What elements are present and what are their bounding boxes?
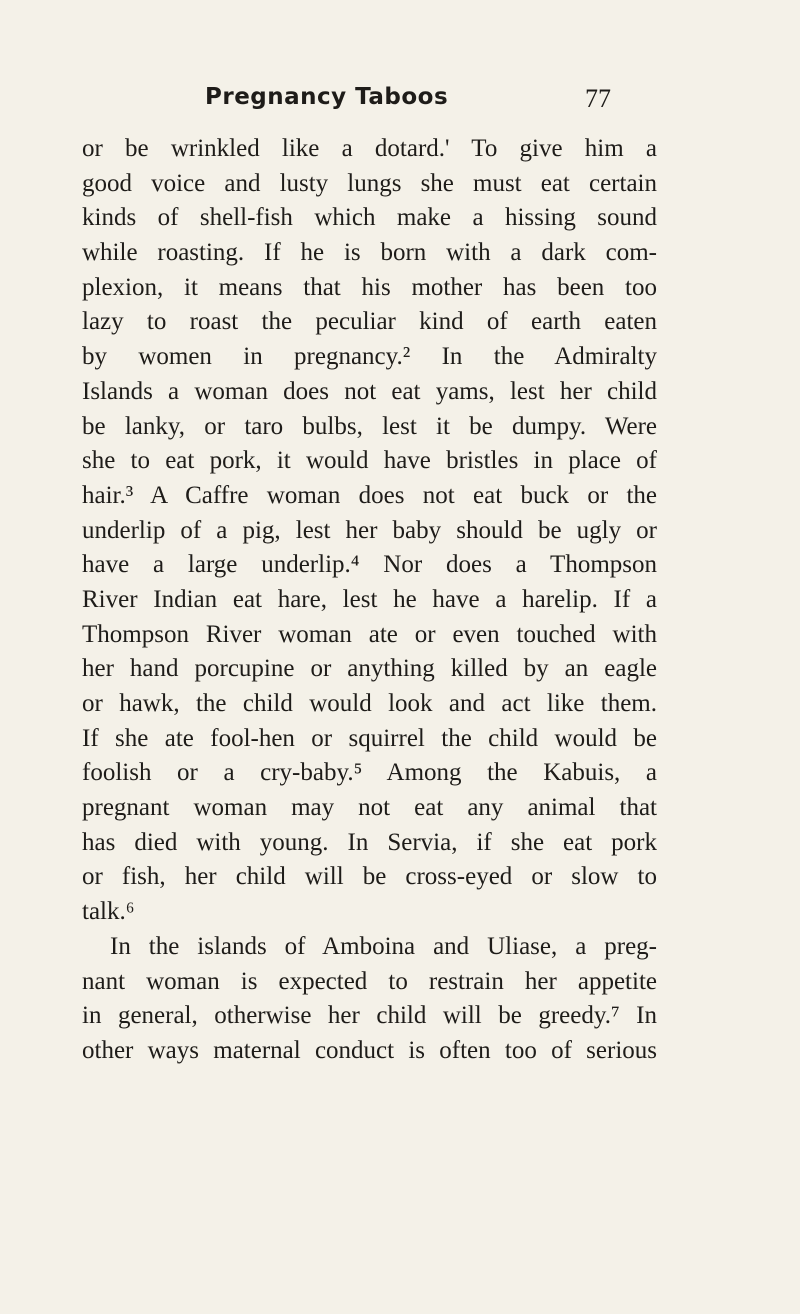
text-line: pregnant woman may not eat any animal that (82, 794, 657, 822)
paragraph-2 (82, 930, 657, 1069)
text-line: have a large underlip.⁴ Nor does a Thompson (82, 551, 657, 579)
text-line: while roasting. If he is born with a dark com- (82, 239, 657, 267)
text-line: plexion, it means that his mother has been too (82, 273, 657, 301)
text-line: Islands a woman does not eat yams, lest her child (82, 377, 657, 405)
text-line: nant woman is expected to restrain her appetite (82, 967, 657, 995)
text-line: kinds of shell-fish which make a hissing sound (82, 204, 657, 232)
text-line: or hawk, the child would look and act like them. (82, 690, 657, 717)
text-line: Thompson River woman ate or even touched with (82, 620, 657, 648)
text-line: her hand porcupine or anything killed by an eagle (82, 655, 657, 683)
running-title: Pregnancy Taboos (205, 84, 449, 110)
text-line: River Indian eat hare, lest he have a harelip. If a (82, 585, 657, 613)
text-line: underlip of a pig, lest her baby should be ugly or (82, 516, 657, 544)
body-text (82, 132, 657, 1069)
text-line: or fish, her child will be cross-eyed or slow to (82, 863, 657, 891)
text-line: has died with young. In Servia, if she eat pork (82, 828, 657, 856)
text-line: talk.⁶ (82, 898, 135, 926)
text-line: lazy to roast the peculiar kind of earth eaten (82, 308, 657, 336)
paragraph-1 (82, 132, 657, 930)
text-line: hair.³ A Caffre woman does not eat buck or the (82, 481, 657, 509)
text-line: foolish or a cry-baby.⁵ Among the Kabuis, a (82, 759, 657, 787)
text-line: by women in pregnancy.² In the Admiralty (82, 343, 657, 371)
text-line: in general, otherwise her child will be greedy.⁷ In (82, 1002, 657, 1030)
page-header (205, 84, 611, 134)
text-line: be lanky, or taro bulbs, lest it be dumpy. Were (82, 412, 657, 440)
text-line: or be wrinkled like a dotard.' To give him a (82, 135, 657, 162)
text-line: In the islands of Amboina and Uliase, a preg- (110, 932, 657, 960)
text-line: good voice and lusty lungs she must eat certain (82, 169, 657, 197)
text-line: other ways maternal conduct is often too of serious (82, 1036, 657, 1064)
text-line: If she ate fool-hen or squirrel the child would be (82, 724, 657, 752)
page-number: 77 (585, 84, 611, 113)
text-line: she to eat pork, it would have bristles in place of (82, 447, 657, 475)
